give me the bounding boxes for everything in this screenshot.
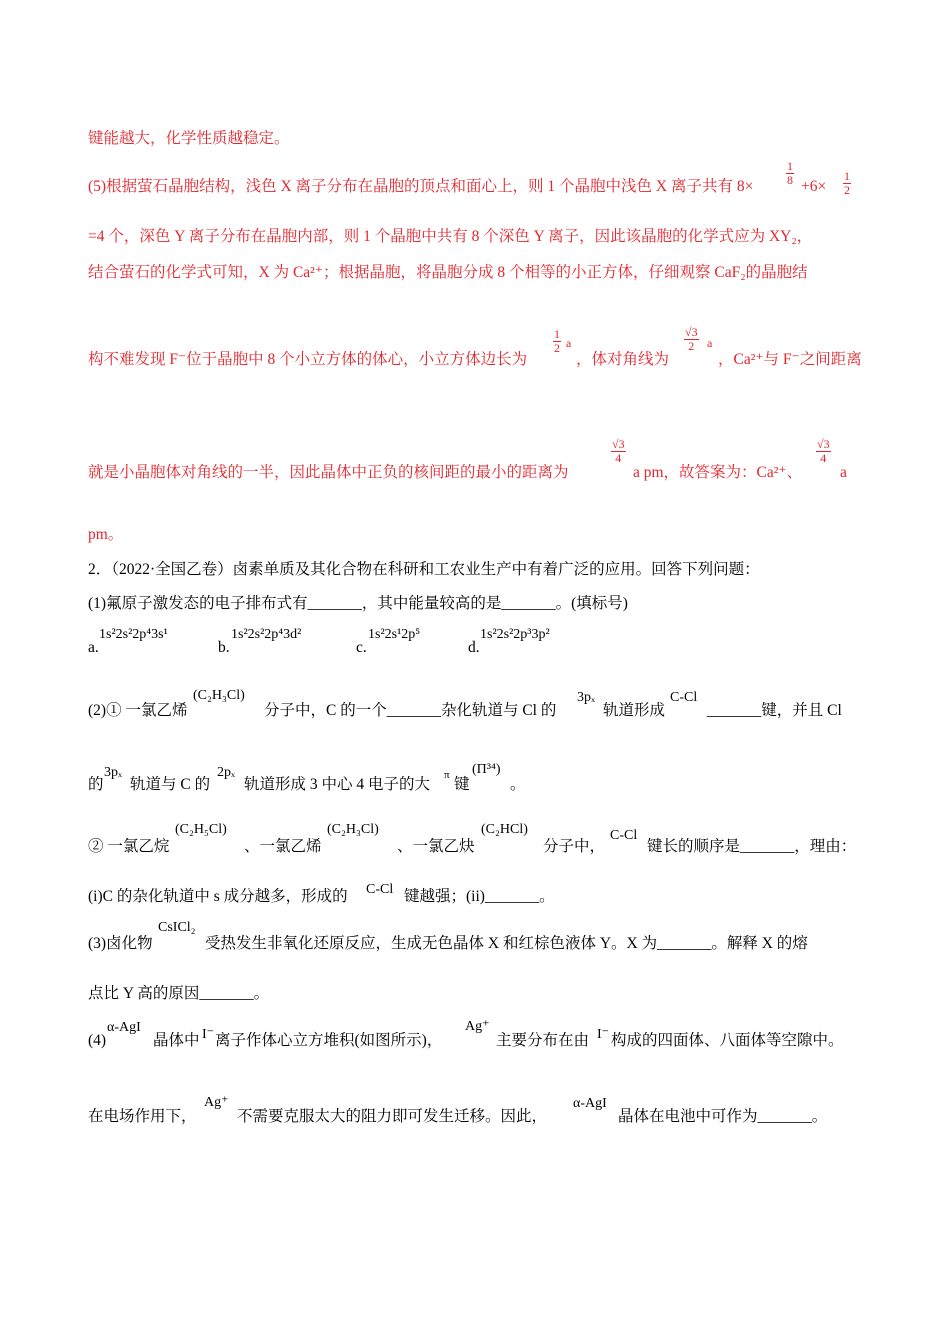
orbital-3px-2: 3pₓ bbox=[104, 765, 123, 780]
fraction-1-8: $\frac{1}{8}$ bbox=[787, 159, 793, 187]
question-2-part-6: 点比 Y 高的原因_______。 bbox=[88, 985, 270, 1002]
formula-agi-1: α-AgI bbox=[107, 1020, 141, 1035]
orbital-2px: 2pₓ bbox=[217, 765, 236, 780]
option-d-label: d. bbox=[468, 639, 480, 656]
option-c-label: c. bbox=[356, 639, 367, 656]
question-2-part-2e: 的 bbox=[88, 776, 104, 793]
question-2-part-3b: 、一氯乙烯 bbox=[244, 838, 322, 855]
question-2-part-4b: 键越强；(ii)_______。 bbox=[404, 888, 555, 905]
solution-line-5: 构不难发现 F⁻位于晶胞中 8 个小立方体的体心，小立方体边长为 bbox=[88, 351, 528, 368]
fraction-1-2-edge: $\frac{1}{2}$ bbox=[554, 327, 560, 355]
option-a-label: a. bbox=[88, 639, 99, 656]
solution-line-6c: a bbox=[840, 464, 847, 481]
bond-ccl-2: C-Cl bbox=[610, 828, 638, 843]
question-2-part-7a: (4) bbox=[88, 1032, 107, 1049]
solution-line-7: pm。 bbox=[88, 526, 124, 543]
solution-line-5c: ，Ca²⁺与 F⁻之间距离 bbox=[718, 351, 862, 368]
solution-line-1: 键能越大，化学性质越稳定。 bbox=[88, 130, 290, 147]
option-b-formula: 1s²2s²2p⁴3d² bbox=[231, 627, 302, 642]
question-2-part-2b: 分子中，C 的一个_______杂化轨道与 Cl 的 bbox=[264, 702, 557, 719]
question-2-part-3d: 分子中， bbox=[543, 838, 606, 855]
option-d-formula: 1s²2s²2p³3p² bbox=[480, 627, 550, 642]
question-2-part-2h: 键 bbox=[454, 776, 470, 793]
pi-symbol: π bbox=[444, 769, 450, 781]
question-2-intro: 2．（2022·全国乙卷）卤素单质及其化合物在科研和工农业生产中有着广泛的应用。回答下列问题： bbox=[88, 561, 760, 578]
ion-iminus-1: I⁻ bbox=[202, 1027, 215, 1042]
formula-c2h5cl: (C₂H₅Cl) bbox=[175, 822, 227, 837]
question-2-part-8c: 晶体在电池中可作为_______。 bbox=[618, 1108, 828, 1125]
fraction-sqrt3-4-a: $\frac{√3}{4}$ bbox=[612, 437, 625, 465]
ion-agplus-1: Ag⁺ bbox=[465, 1019, 490, 1034]
formula-pi34: (Π³⁴) bbox=[472, 762, 501, 777]
question-2-part-3c: 、一氯乙炔 bbox=[397, 838, 475, 855]
question-2-part-2i: 。 bbox=[510, 776, 526, 793]
solution-line-3: =4 个，深色 Y 离子分布在晶胞内部，则 1 个晶胞中共有 8 个深色 Y 离子，因此该晶胞的化学式应为 XY₂， bbox=[88, 228, 813, 245]
fraction-sqrt3-2: $\frac{√3}{2}$ bbox=[685, 325, 698, 353]
bond-ccl-1: C-Cl bbox=[670, 690, 698, 705]
question-2-part-3a: ② 一氯乙烷 bbox=[88, 838, 170, 855]
orbital-3px-1: 3pₓ bbox=[577, 690, 596, 705]
formula-c2hcl: (C₂HCl) bbox=[481, 822, 528, 837]
option-b-label: b. bbox=[218, 639, 230, 656]
question-2-part-2f: 轨道与 C 的 bbox=[130, 776, 211, 793]
option-c-formula: 1s²2s¹2p⁵ bbox=[368, 627, 421, 642]
fraction-1-2: $\frac{1}{2}$ bbox=[844, 169, 850, 197]
solution-line-4: 结合萤石的化学式可知，X 为 Ca²⁺；根据晶胞，将晶胞分成 8 个相等的小正方体，仔细观察 CaF₂的晶胞结 bbox=[88, 264, 808, 281]
question-2-part-2g: 轨道形成 3 中心 4 电子的大 bbox=[244, 776, 431, 793]
question-2-part-7c: 离子作体心立方堆积(如图所示)， bbox=[215, 1032, 443, 1049]
var-a-2: a bbox=[707, 336, 713, 350]
question-2-part-4a: (i)C 的杂化轨道中 s 成分越多，形成的 bbox=[88, 888, 348, 905]
formula-c2h3cl-1: (C₂H₃Cl) bbox=[193, 688, 245, 703]
fraction-sqrt3-4-b: $\frac{√3}{4}$ bbox=[817, 437, 830, 465]
option-a-formula: 1s²2s²2p⁴3s¹ bbox=[99, 627, 168, 642]
question-2-part-7e: 构成的四面体、八面体等空隙中。 bbox=[611, 1032, 844, 1049]
question-2-part-8a: 在电场作用下， bbox=[88, 1108, 197, 1125]
formula-csicl2: CsICl₂ bbox=[158, 920, 196, 935]
question-2-part-7d: 主要分布在由 bbox=[496, 1032, 590, 1049]
question-2-part-3e: 键长的顺序是_______，理由： bbox=[647, 838, 857, 855]
question-2-part-2c: 轨道形成 bbox=[603, 702, 666, 719]
ion-agplus-2: Ag⁺ bbox=[204, 1095, 229, 1110]
bond-ccl-3: C-Cl bbox=[366, 882, 394, 897]
ion-iminus-2: I⁻ bbox=[597, 1027, 610, 1042]
solution-line-6b: a pm，故答案为：Ca²⁺、 bbox=[633, 464, 803, 481]
formula-agi-2: α-AgI bbox=[573, 1096, 607, 1111]
question-2-part-5b: 受热发生非氧化还原反应，生成无色晶体 X 和红棕色液体 Y。X 为_______。解释 X 的熔 bbox=[205, 935, 808, 952]
solution-line-2: (5)根据萤石晶胞结构，浅色 X 离子分布在晶胞的顶点和面心上，则 1 个晶胞中浅色 X 离子共有 8× bbox=[88, 178, 754, 195]
question-2-part-2a: (2)① 一氯乙烯 bbox=[88, 702, 188, 719]
formula-c2h3cl-2: (C₂H₃Cl) bbox=[327, 822, 379, 837]
question-2-part-1: (1)氟原子激发态的电子排布式有_______，其中能量较高的是_______。(填标号) bbox=[88, 595, 628, 612]
solution-line-5b: ，体对角线为 bbox=[576, 351, 670, 368]
question-2-part-2d: _______键，并且 Cl bbox=[707, 702, 842, 719]
solution-line-6: 就是小晶胞体对角线的一半，因此晶体中正负的核间距的最小的距离为 bbox=[88, 464, 569, 481]
question-2-part-7b: 晶体中 bbox=[153, 1032, 200, 1049]
var-a-1: a bbox=[566, 336, 572, 350]
question-2-part-8b: 不需要克服太大的阻力即可发生迁移。因此， bbox=[237, 1108, 548, 1125]
question-2-part-5a: (3)卤化物 bbox=[88, 935, 153, 952]
solution-plus-six: +6× bbox=[801, 178, 827, 195]
